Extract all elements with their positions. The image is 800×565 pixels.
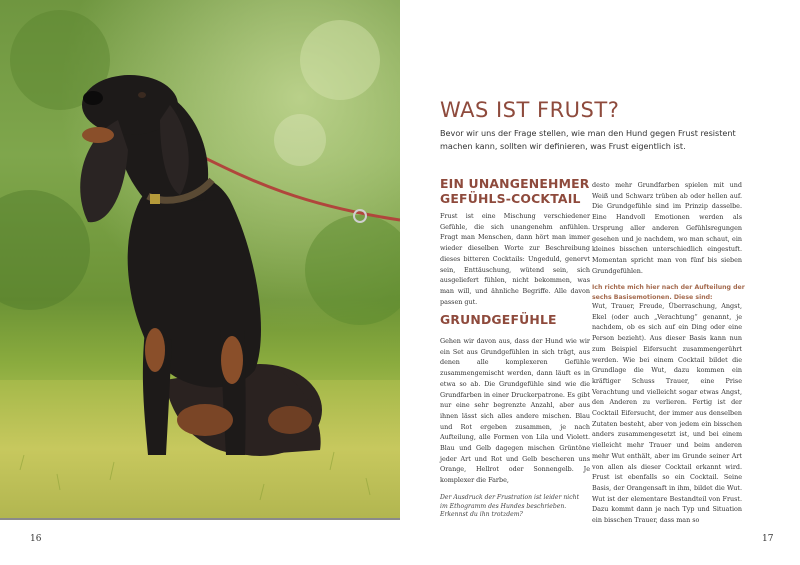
dog-photo-icon	[0, 0, 400, 518]
page-title: WAS IST FRUST?	[440, 98, 620, 122]
paragraph: Frust ist eine Mischung verschiedener Gefühle, die sich unangenehm anfühlen. Fragt man Menschen, dann hört man immer wieder dieselben Worte zur Beschreibung dieses bitteren Cocktails: Ungeduld, genervt sein, Enttäuschung, wütend sein, sich ausgeliefert fühlen, nicht bekommen, was man will, und ähnliche Begriffe. Alle davon passen gut.	[440, 212, 590, 306]
page-number-left: 16	[30, 534, 42, 544]
paragraph: Gehen wir davon aus, dass der Hund wie wir ein Set aus Grundgefühlen in sich trägt, aus denen alle komplexeren Gefühle zusammengemischt werden, dann läuft es in etwa so ab. Die Grundgefühle sind wie die Grundfarben in einer Druckerpatrone. Es gibt nur eine sehr begrenzte Anzahl, aber aus ihnen lässt sich alles andere mischen. Blau und Rot ergeben zusammen, je nach Aufteilung, alle Formen von Lila und Violett. Blau und Gelb dagegen mischen Grüntöne jeder Art und Rot und Gelb bescheren uns Orange, Hellrot oder Sonnengelb. Je komplexer die Farbe,	[440, 337, 590, 485]
section-heading-cocktail: EIN UNANGENEHMER GEFÜHLS-COCKTAIL	[440, 176, 590, 206]
page-number-right: 17	[762, 534, 774, 544]
basisemotionen-subheading: Ich richte mich hier nach der Aufteilung der sechs Basisemotionen. Diese sind:	[592, 284, 745, 301]
paragraph: Wut, Trauer, Freude, Überraschung, Angst, Ekel (oder auch „Verachtung“ genannt, je nachdem, ob es sich auf ein Ding oder eine Person bezieht). Aus dieser Basis kann nun zum Beispiel Eifersucht zusammengerührt werden. Wie bei einem Cocktail bildet die Grundlage die Wut, dazu kommen ein kräftiger Schuss Trauer, eine Prise Verachtung und vielleicht sogar etwas Angst, den Anderen zu verlieren. Fertig ist der Cocktail Eifersucht, der immer aus denselben Zutaten besteht, aber von jedem ein bisschen anders zusammengesetzt ist, und bei einem vielleicht mehr Trauer und beim anderen mehr Wut enthält, aber im Grunde seiner Art von allen als dieser Cocktail erkannt wird. Frust ist ebenfalls so ein Cocktail. Seine Basis, der Orangensaft in ihm, bildet die Wut. Wut ist der elementare Bestandteil von Frust. Dazu kommt dann je nach Typ und Situation ein bisschen Trauer, dass man so	[592, 302, 742, 525]
intro-paragraph: Bevor wir uns der Frage stellen, wie man den Hund gegen Frust resistent machen kann, sollten wir definieren, was Frust eigentlich ist.	[440, 128, 736, 151]
section-text-cocktail	[440, 211, 590, 307]
dog-photo	[0, 0, 400, 518]
section-heading-grundgefuehle: GRUNDGEFÜHLE	[440, 312, 557, 327]
column2-text-continued	[592, 301, 742, 526]
column2-text	[592, 180, 742, 276]
section-text-grundgefuehle	[440, 336, 590, 486]
paragraph: desto mehr Grundfarben spielen mit und Weiß und Schwarz trüben ab oder hellen auf. Die Grundgefühle sind im Prinzip dasselbe. Eine Handvoll Emotionen werden als Ursprung aller anderen Gefühlsregungen gesehen und je nachdem, wo man schaut, ein kleines bisschen unterschiedlich eingestuft. Momentan spricht man von fünf bis sieben Grundgefühlen.	[592, 181, 742, 275]
page-rule	[0, 518, 400, 520]
photo-caption: Der Ausdruck der Frustration ist leider nicht im Ethogramm des Hundes beschrieben. Erkennst du ihn trotzdem?	[440, 494, 580, 519]
